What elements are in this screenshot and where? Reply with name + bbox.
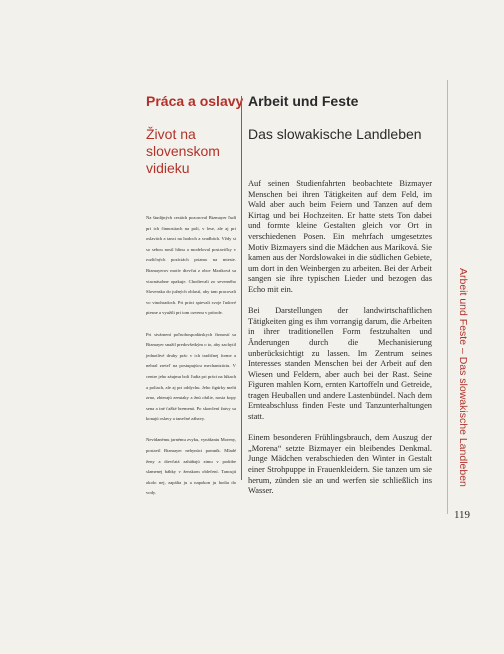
slovak-body <box>146 213 236 499</box>
slovak-paragraph-2: Pri stvárnení poľnohospodárskych činností sa Bizmayer snažil predovšetkým o to, aby zachytil jednotlivé druhy prác v ich tradičnej forme a nebral zreteľ na postupujúcu mechanizáciu. V centre jeho záujmu boli ľudia pri práci na lúkach a poliach, ale aj pri oddychu. Jeho figúrky melú zrno, zbierajú zemiaky a žnú obilie, nosia kopy sena a iné ťažké bremená. Po skončení žatvy sa konajú oslavy a tanečné zábavy. <box>146 331 236 422</box>
german-subheading: Das slowakische Landleben <box>248 126 422 142</box>
german-body <box>248 179 432 497</box>
german-paragraph-2: Bei Darstellungen der landwirtschaftlichen Tätigkeiten ging es ihm vorrangig darum, die Arbeiten in ihrer traditionellen Form festzuhalten und Änderungen durch die Mechanisierung unberücksichtigt zu lassen. Im Zentrum seines Interesses standen Menschen bei der Arbeit auf den Wiesen und Feldern, aber auch bei der Rast. Seine Figuren mahlen Korn, ernten Kartoffeln und Getreide, tragen Heuballen und andere Lastenbündel. Nach dem Ernteabschluss finden Feste und Tanzunterhaltungen statt. <box>248 306 432 422</box>
german-paragraph-3: Einem besonderen Frühlingsbrauch, dem Auszug der „Morena“ setzte Bizmayer ein bleibendes Denkmal. Junge Mädchen verabschieden den Winter in Gestalt einer Strohpuppe in Frauenkleidern. Sie tanzen um sie herum, zünden sie an und werfen sie schließlich ins Wasser. <box>248 433 432 496</box>
running-side-caption: Arbeit und Feste – Das slowakische Landleben <box>457 268 469 487</box>
slovak-paragraph-3: Nevídanému jarnému zvyku, vynášaniu Moreny, postavil Bizmayer nehynúci pomník. Mladé ženy a dievčatá zaháňajú zimu v podobe slamenej bábky v ženskom oblečení. Tancujú okolo nej, zapália ju a napokon ju hodia do vody. <box>146 437 236 496</box>
page-number: 119 <box>453 509 471 521</box>
column-divider <box>241 96 242 480</box>
slovak-column <box>146 92 244 510</box>
german-paragraph-1: Auf seinen Studienfahrten beobachtete Bizmayer Menschen bei ihren Tätigkeiten auf dem Feld, im Wald aber auch beim Feiern und Tanzen auf dem Kirtag und bei Hochzeiten. Er hatte stets Ton dabei und formte kleine Gestalten gleich vor Ort in verschiedenen Posen. Ein mehrfach umgesetztes Motiv Bizmayers sind die Mädchen aus Mariková. Sie kamen aus der Nordslowakei in die südlichen Gebiete, um dort in den Weinbergen zu arbeiten. Bei der Arbeit sangen sie ihre typischen Lieder und bezogen das Echo mit ein. <box>248 179 432 294</box>
german-column <box>248 92 432 507</box>
margin-rule <box>447 80 448 514</box>
german-heading: Arbeit und Feste <box>248 93 359 109</box>
slovak-subheading: Život na slovenskom vidieku <box>146 126 220 176</box>
slovak-heading: Práca a oslavy <box>146 93 244 109</box>
slovak-paragraph-1: Na študijných cestách pozoroval Bizmayer ľudí pri ich činnostiach na poli, v lese, ale aj pri oslavách a tanci na hodoch a svadbách. Vždy si so sebou nosil hlinu a modeloval postavičky v rozličných pozíciách priamo na mieste. Bizmayerov motív dievčat z obce Mariková sa viacnásobne opakuje. Chodievali zo severného Slovenska do južných oblastí, aby tam pracovali vo vinohradoch. Pri práci spievali svoje ľudové piesne a využili pri tom ozvenu v prírode. <box>146 215 236 316</box>
